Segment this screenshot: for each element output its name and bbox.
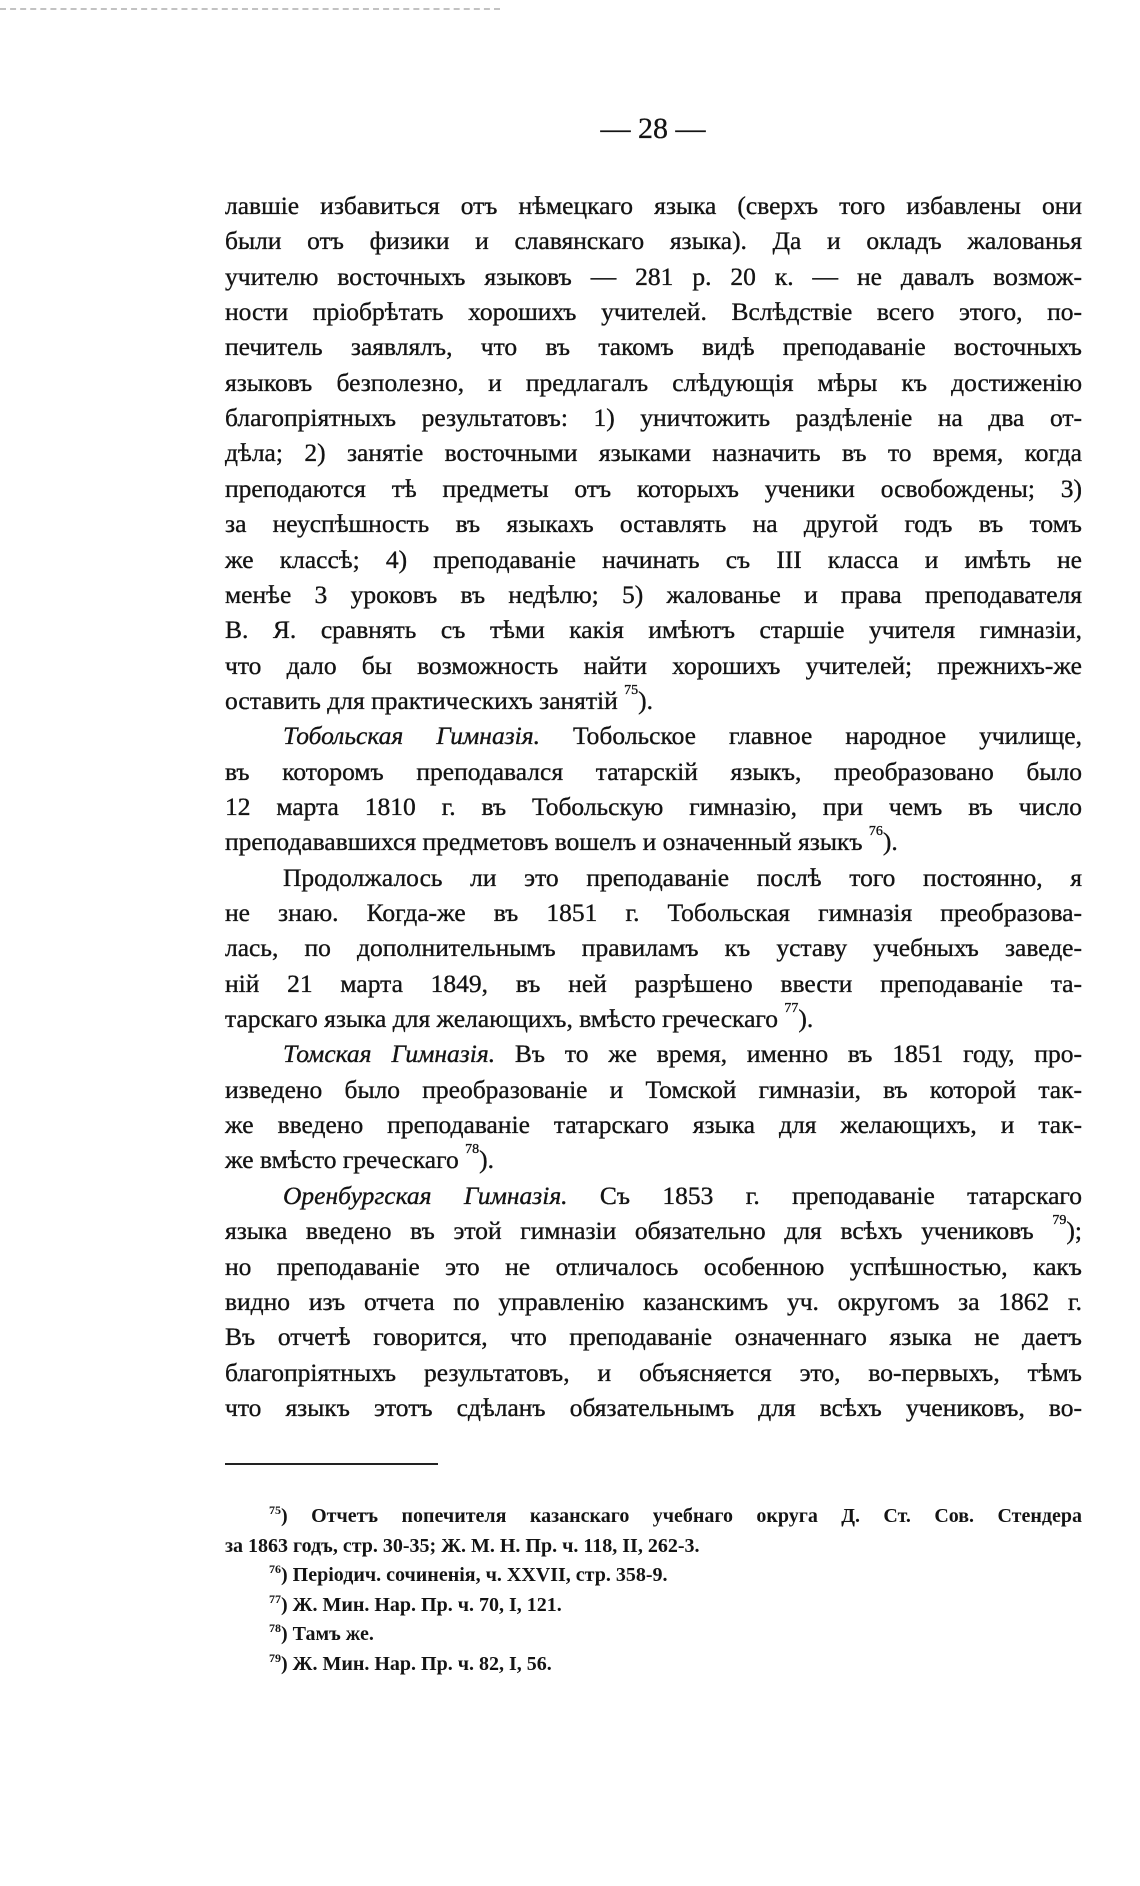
line-text: тарскаго языка для желающихъ, вмѣсто греческаго — [225, 1004, 785, 1034]
line-text: въ которомъ преподавался татарскій языкъ, преобразовано было — [225, 756, 1082, 786]
line-tail: ). — [638, 685, 654, 715]
footnote — [225, 1531, 1082, 1561]
text-line — [225, 1249, 1082, 1284]
line-text: благопріятныхъ результатовъ, и объясняется это, во-первыхъ, тѣмъ — [225, 1357, 1082, 1387]
footnote-text: Ж. Мин. Нар. Пр. ч. 82, I, 56. — [292, 1653, 552, 1675]
line-text: преподававшихся предметовъ вошелъ и означенный языкъ — [225, 827, 869, 857]
footnote-text: Ж. Мин. Нар. Пр. ч. 70, I, 121. — [292, 1593, 562, 1616]
text-line — [225, 435, 1082, 470]
footnote-reference: 77 — [784, 1001, 799, 1017]
footnote-text: Періодич. сочиненія, ч. XXVII, стр. 358-9. — [292, 1564, 668, 1587]
text-line — [225, 1072, 1082, 1107]
text-line — [225, 930, 1082, 965]
text-line — [225, 471, 1082, 506]
line-text: менѣе 3 уроковъ въ недѣлю; 5) жалованье и права преподавателя — [225, 579, 1082, 609]
text-line — [225, 648, 1082, 683]
footnote — [225, 1590, 1082, 1620]
text-line — [225, 1142, 1082, 1177]
line-text: но преподаваніе это не отличалось особенною успѣшностью, какъ — [225, 1251, 1082, 1281]
line-text: Въ отчетѣ говорится, что преподаваніе означеннаго языка не даетъ — [225, 1322, 1082, 1352]
text-line — [225, 789, 1082, 824]
line-text: что языкъ этотъ сдѣланъ обязательнымъ для всѣхъ учениковъ, во- — [225, 1392, 1082, 1422]
footnote-text: Отчетъ попечителя казанскаго учебнаго округа Д. Ст. Сов. Стендера — [311, 1505, 1082, 1527]
footnote-reference: 76 — [868, 824, 883, 840]
text-line — [225, 259, 1082, 294]
line-text: видно изъ отчета по управленію казанскимъ уч. округомъ за 1862 г. — [225, 1286, 1082, 1316]
line-text: оставить для практическихъ занятій — [225, 685, 625, 715]
text-line — [225, 1213, 1082, 1248]
line-tail: ). — [882, 827, 898, 857]
text-line — [225, 1284, 1082, 1319]
line-text: лавшіе избавиться отъ нѣмецкаго языка (сверхъ того избавлены они — [225, 191, 1082, 220]
line-text: лась, по дополнительнымъ правиламъ къ уставу учебныхъ заведе- — [225, 933, 1082, 963]
footnote-paren: ) — [281, 1564, 293, 1587]
line-text: Съ 1853 г. преподаваніе татарскаго — [599, 1180, 1082, 1210]
footnote-reference: 78 — [465, 1142, 480, 1158]
line-text: Продолжалось ли это преподаваніе послѣ того постоянно, я — [283, 862, 1082, 892]
footnote-reference: 75 — [624, 682, 639, 698]
text-line — [225, 1107, 1082, 1142]
text-line — [225, 1001, 1082, 1036]
scan-edge-artifact — [0, 8, 500, 10]
footnote-number: 79 — [269, 1651, 281, 1665]
line-tail: ). — [479, 1145, 494, 1175]
line-tail: ); — [1066, 1216, 1082, 1246]
line-text: не знаю. Когда-же въ 1851 г. Тобольская гимназія преобразова- — [225, 898, 1082, 927]
line-text: 12 марта 1810 г. въ Тобольскую гимназію, при чемъ въ число — [225, 791, 1082, 821]
text-line — [225, 1355, 1082, 1390]
text-line — [225, 966, 1082, 1001]
line-text: ности пріобрѣтать хорошихъ учителей. Вслѣдствіе всего этого, по- — [225, 297, 1082, 327]
line-text: изведено было преобразованіе и Томской гимназіи, въ которой так- — [225, 1074, 1082, 1104]
text-line — [225, 718, 1082, 753]
line-text: учителю восточныхъ языковъ — 281 р. 20 к. — не давалъ возмож- — [225, 261, 1082, 291]
text-line — [225, 683, 1082, 718]
text-line — [225, 1178, 1082, 1213]
line-text: печитель заявлялъ, что въ такомъ видѣ преподаваніе восточныхъ — [225, 332, 1082, 362]
line-text: Въ то же время, именно въ 1851 году, про- — [514, 1039, 1083, 1069]
text-line — [225, 1036, 1082, 1071]
footnote-number: 76 — [269, 1562, 281, 1577]
line-text: В. Я. сравнять съ тѣми какія имѣютъ старшіе учителя гимназіи, — [225, 615, 1082, 645]
text-line — [225, 542, 1082, 577]
footnote-paren: ) — [281, 1505, 312, 1527]
text-line — [225, 895, 1082, 930]
text-line — [225, 754, 1082, 789]
footnote-paren: ) — [281, 1653, 293, 1675]
text-line — [225, 294, 1082, 329]
text-line — [225, 1390, 1082, 1425]
line-text: ній 21 марта 1849, въ ней разрѣшено ввести преподаваніе та- — [225, 968, 1082, 998]
footnote — [225, 1649, 1082, 1679]
line-text: же вмѣсто греческаго — [225, 1145, 466, 1175]
footnote-text: за 1863 годъ, стр. 30-35; Ж. М. Н. Пр. ч. 118, II, 262-3. — [225, 1534, 700, 1557]
footnote-paren: ) — [281, 1623, 293, 1646]
line-text: дѣла; 2) занятіе восточными языками назначить въ то время, когда — [225, 438, 1082, 468]
line-text: же введено преподаваніе татарскаго языка для желающихъ, и так- — [225, 1110, 1082, 1140]
text-line — [225, 506, 1082, 541]
text-line — [225, 400, 1082, 435]
line-text: за неуспѣшность въ языкахъ оставлять на другой годъ въ томъ — [225, 509, 1082, 539]
text-line — [225, 612, 1082, 647]
footnote — [225, 1560, 1082, 1590]
section-heading: Оренбургская Гимназія. — [283, 1180, 600, 1210]
footnote-reference: 79 — [1052, 1213, 1067, 1229]
text-line — [225, 860, 1082, 895]
text-line — [225, 824, 1082, 859]
line-tail: ). — [798, 1004, 814, 1034]
text-line — [225, 365, 1082, 400]
footnote-number: 75 — [269, 1503, 281, 1517]
line-text: благопріятныхъ результатовъ: 1) уничтожить раздѣленіе на два от- — [225, 403, 1082, 433]
footnote-paren: ) — [281, 1593, 293, 1616]
line-text: языка введено въ этой гимназіи обязательно для всѣхъ учениковъ — [225, 1216, 1053, 1246]
page-number: — 28 — — [600, 112, 706, 145]
footnote-number: 78 — [269, 1621, 281, 1636]
text-line — [225, 223, 1082, 258]
line-text: Тобольское главное народное училище, — [573, 721, 1083, 751]
footnote — [225, 1619, 1082, 1649]
text-line — [225, 577, 1082, 612]
line-text: преподаются тѣ предметы отъ которыхъ ученики освобождены; 3) — [225, 473, 1082, 503]
section-heading: Томская Гимназія. — [283, 1039, 515, 1069]
section-heading: Тобольская Гимназія. — [283, 721, 574, 751]
line-text: что дало бы возможность найти хорошихъ учителей; прежнихъ-же — [225, 650, 1082, 680]
line-text: же классѣ; 4) преподаваніе начинать съ III класса и имѣть не — [225, 544, 1082, 574]
footnote — [225, 1501, 1082, 1531]
line-text: были отъ физики и славянскаго языка). Да и окладъ жалованья — [225, 226, 1082, 256]
text-line — [225, 1319, 1082, 1354]
footnote-rule — [225, 1463, 438, 1465]
text-line — [225, 188, 1082, 223]
line-text: языковъ безполезно, и предлагалъ слѣдующія мѣры къ достиженію — [225, 367, 1082, 397]
text-line — [225, 329, 1082, 364]
footnote-number: 77 — [269, 1591, 281, 1606]
footnote-text: Тамъ же. — [292, 1623, 374, 1646]
